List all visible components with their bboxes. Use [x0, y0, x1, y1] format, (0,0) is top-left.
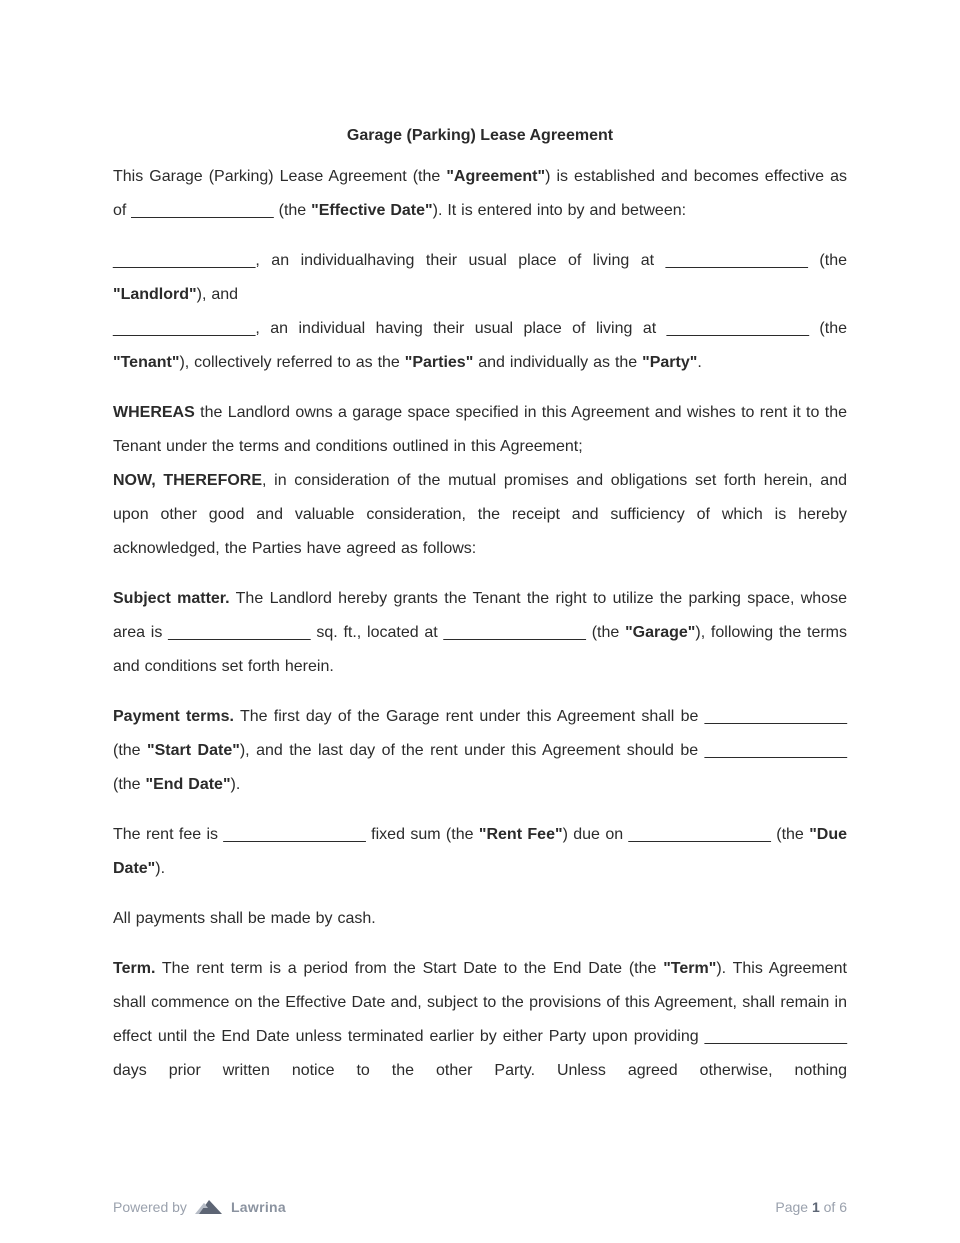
text-segment: ). [230, 776, 241, 793]
bold-text-segment: "Landlord" [113, 286, 197, 303]
intro-paragraph [113, 160, 847, 228]
page-total: of 6 [823, 1199, 847, 1215]
text-segment: . [697, 354, 702, 371]
text-segment: ). It is entered into by and between: [432, 202, 687, 219]
term-paragraph [113, 952, 847, 1088]
lawrina-mountain-logo-icon [195, 1198, 223, 1216]
now-therefore-paragraph [113, 464, 847, 566]
bold-text-segment: "Due Date" [113, 826, 847, 877]
bold-text-segment: "Tenant" [113, 354, 180, 371]
landlord-paragraph [113, 244, 847, 312]
text-segment: ________________, an individual having their usual place of living at ________________ (the [113, 320, 847, 337]
text-segment: ________________, an individualhaving their usual place of living at ________________ (the [113, 252, 847, 269]
bold-text-segment: "End Date" [145, 776, 231, 793]
page-indicator [775, 1199, 847, 1215]
rent-fee-paragraph [113, 818, 847, 886]
page-label: Page [775, 1199, 809, 1215]
text-segment: , in consideration of the mutual promises and obligations set forth herein, and upon other good and valuable consideration, the receipt and sufficiency of which is hereby acknowledged, the Parties have agreed as follows: [113, 472, 848, 557]
text-segment: ) is established and becomes effective as of ________________ (the [113, 168, 847, 219]
bold-text-segment: "Agreement" [446, 168, 546, 185]
text-segment: The rent fee is ________________ fixed sum (the [113, 826, 479, 843]
text-segment: ) due on ________________ (the [562, 826, 810, 843]
bold-text-segment: "Garage" [625, 624, 696, 641]
document-body [113, 160, 847, 1088]
page-footer [113, 1196, 847, 1218]
text-segment: The first day of the Garage rent under this Agreement shall be ________________ (the [113, 708, 847, 759]
powered-by-block [113, 1198, 286, 1216]
bold-text-segment: Subject matter. [113, 590, 230, 607]
bold-text-segment: "Rent Fee" [478, 826, 563, 843]
text-segment: and individually as the [473, 354, 643, 371]
powered-by-label: Powered by [113, 1199, 187, 1215]
bold-text-segment: Payment terms. [113, 708, 234, 725]
text-segment: This Garage (Parking) Lease Agreement (the [113, 168, 447, 185]
whereas-paragraph [113, 396, 847, 464]
text-segment: The Landlord hereby grants the Tenant the right to utilize the parking space, whose area is ________________ sq. ft., located at ________________ (the [113, 590, 848, 641]
payment-method-paragraph [113, 902, 847, 936]
bold-text-segment: Term. [113, 960, 156, 977]
text-segment: ). [155, 860, 166, 877]
document-title: Garage (Parking) Lease Agreement [346, 127, 614, 144]
text-segment: ), and [196, 286, 239, 303]
bold-text-segment: NOW, THEREFORE [113, 472, 263, 489]
text-segment: the Landlord owns a garage space specified in this Agreement and wishes to rent it to the Tenant under the terms and conditions outlined in this Agreement; [113, 404, 847, 455]
text-segment: ), following the terms and conditions set forth herein. [113, 624, 848, 675]
text-segment: ), collectively referred to as the [179, 354, 405, 371]
text-segment: ). This Agreement shall commence on the Effective Date and, subject to the provisions of this Agreement, shall remain in effect until the End Date unless terminated earlier by either Party upon providing ________________ days prior written notice to the other Party. Unless agreed otherwise, nothing [113, 960, 848, 1079]
tenant-paragraph [113, 312, 847, 380]
bold-text-segment: "Start Date" [147, 742, 240, 759]
page-number: 1 [811, 1199, 820, 1215]
bold-text-segment: "Effective Date" [311, 202, 433, 219]
brand-name: Lawrina [230, 1199, 286, 1215]
bold-text-segment: "Party" [642, 354, 698, 371]
payment-terms-paragraph [113, 700, 847, 802]
subject-matter-paragraph [113, 582, 847, 684]
bold-text-segment: "Parties" [404, 354, 474, 371]
text-segment: The rent term is a period from the Start Date to the End Date (the [155, 960, 664, 977]
bold-text-segment: "Term" [663, 960, 717, 977]
text-segment: ), and the last day of the rent under this Agreement should be ________________ (the [113, 742, 848, 793]
bold-text-segment: WHEREAS [113, 404, 195, 421]
text-segment: All payments shall be made by cash. [113, 910, 376, 927]
